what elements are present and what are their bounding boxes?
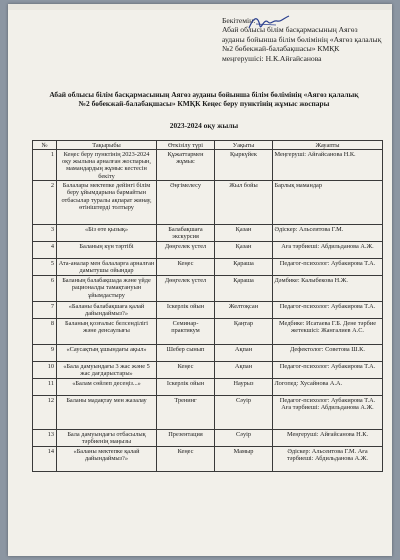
table-header-row xyxy=(33,141,383,150)
row-num: 1 xyxy=(33,150,57,181)
row-responsible: Педагог-психолог: Аубакирова Т.А. Аға тәрбиеші: Абдильданова А.Ж. xyxy=(273,396,383,430)
row-form: Кеңес xyxy=(157,362,215,379)
table-row xyxy=(33,345,383,362)
title-line-2: №2 бөбекжай-балабақшасы» КМҚК Кеңес беру пунктінің жұмыс жоспары xyxy=(78,99,330,109)
title-line-1: Абай облысы білім басқармасының Аягөз ауданы бойынша білім бөлімінің «Аягөз қалалық xyxy=(49,90,359,99)
table-row xyxy=(33,150,383,181)
row-num: 14 xyxy=(33,447,57,472)
table-row xyxy=(33,225,383,242)
row-form: Іскерлік ойын xyxy=(157,379,215,396)
row-responsible: Педагог-психолог: Аубакирова Т.А. xyxy=(273,259,383,276)
row-responsible: Меңгерушi: Айғайсанова Н.К. xyxy=(273,150,383,181)
plan-table xyxy=(32,140,383,472)
row-num: 3 xyxy=(33,225,57,242)
table-row xyxy=(33,430,383,447)
row-topic: «Біз өте қызық» xyxy=(57,225,157,242)
row-form: Дөңгелек үстел xyxy=(157,276,215,302)
row-responsible: Аға тәрбиеші: Абдильданова А.Ж. xyxy=(273,242,383,259)
row-time: Жыл бойы xyxy=(215,181,273,225)
row-num: 10 xyxy=(33,362,57,379)
row-topic: «Балам сөйлеп десеңіз...» xyxy=(57,379,157,396)
row-responsible: Барлық мамандар xyxy=(273,181,383,225)
row-form: Құжаттармен жұмыс xyxy=(157,150,215,181)
header-responsible: Жауапты xyxy=(273,141,383,150)
row-responsible: Дефектолог: Советова Ш.К. xyxy=(273,345,383,362)
table-row xyxy=(33,276,383,302)
row-num: 12 xyxy=(33,396,57,430)
row-time: Ақпан xyxy=(215,345,273,362)
row-time: Қазан xyxy=(215,225,273,242)
row-form: Балабақшаға экскурсия xyxy=(157,225,215,242)
row-time: Қараша xyxy=(215,259,273,276)
row-num: 13 xyxy=(33,430,57,447)
table-row xyxy=(33,447,383,472)
row-topic: Баланың қозғалыс белсенділігі және денсаулығы xyxy=(57,319,157,345)
row-time: Сәуір xyxy=(215,396,273,430)
row-topic: Ата-аналар мен балаларға арналған дамытушы ойындар xyxy=(57,259,157,276)
table-row xyxy=(33,396,383,430)
row-num: 4 xyxy=(33,242,57,259)
row-topic: Кеңес беру пунктінің 2023-2024 оқу жылына арналған жоспарын, мамандардың жұмыс кестесін бекіту xyxy=(57,150,157,181)
row-time: Қазан xyxy=(215,242,273,259)
row-num: 2 xyxy=(33,181,57,225)
academic-year: 2023-2024 оқу жылы xyxy=(169,121,239,130)
row-form: Семинар-практикум xyxy=(157,319,215,345)
row-num: 5 xyxy=(33,259,57,276)
row-num: 6 xyxy=(33,276,57,302)
table-row xyxy=(33,362,383,379)
table-row xyxy=(33,242,383,259)
table-row xyxy=(33,379,383,396)
approval-line-2: Абай облысы білім басқармасының Аягөз xyxy=(222,25,358,35)
row-responsible: Меңгерушi: Айғайсанова Н.К. xyxy=(273,430,383,447)
row-form: Тренинг xyxy=(157,396,215,430)
row-responsible: Педагог-психолог: Аубакирова Т.А. xyxy=(273,362,383,379)
row-num: 8 xyxy=(33,319,57,345)
row-topic: «Саусақтың ұшындағы ақыл» xyxy=(57,345,157,362)
row-time: Желтоқсан xyxy=(215,302,273,319)
row-form: Дөңгелек үстел xyxy=(157,242,215,259)
document-title xyxy=(24,90,384,108)
row-form: Презентация xyxy=(157,430,215,447)
header-time: Уақыты xyxy=(215,141,273,150)
approval-line-4: №2 бөбекжай-балабақшасы» КМҚК xyxy=(222,44,340,54)
approval-line-5: меңгерушісі: Н.К.Айғайсанова xyxy=(222,53,322,63)
row-form: Әңгімелесу xyxy=(157,181,215,225)
row-topic: Балалары мектепке дейінгі білім беру ұйымдарына бармайтын отбасылар туралы ақпарат жинау, өтініштерді толтыру xyxy=(57,181,157,225)
table-row xyxy=(33,181,383,225)
row-num: 7 xyxy=(33,302,57,319)
row-form: Кеңес xyxy=(157,447,215,472)
row-topic: Баланың балабақшада және үйде рационалды тамақтануын ұйымдастыру xyxy=(57,276,157,302)
row-responsible: Педагог-психолог: Аубакирова Т.А. xyxy=(273,302,383,319)
row-responsible: Дәмбике: Калыбекова Н.Ж. xyxy=(273,276,383,302)
row-form: Шебер сынып xyxy=(157,345,215,362)
row-responsible: Логопед: Хусайнова А.А. xyxy=(273,379,383,396)
header-topic: Тақырыбы xyxy=(57,141,157,150)
row-topic: «Баланы балабақшаға қалай дайындаймыз?» xyxy=(57,302,157,319)
row-form: Іскерлік ойын xyxy=(157,302,215,319)
row-responsible: Әдіскер: Альсеитова Г.М. Аға тәрбиеші: Абдильданова А.Ж. xyxy=(273,447,383,472)
row-time: Қыркүйек xyxy=(215,150,273,181)
header-form: Өткізілу түрі xyxy=(157,141,215,150)
row-time: Наурыз xyxy=(215,379,273,396)
row-topic: Баланы мадақтау мен жазалау xyxy=(57,396,157,430)
document-page xyxy=(8,4,392,556)
row-topic: Бала дамуындағы отбасылық тәрбиенің маңызы xyxy=(57,430,157,447)
row-time: Ақпан xyxy=(215,362,273,379)
table-row xyxy=(33,319,383,345)
signature-icon xyxy=(246,12,292,34)
row-topic: «Баланы мектепке қалай дайындаймыз?» xyxy=(57,447,157,472)
row-topic: «Бала дамуындағы 3 жас және 5 жас дағдарыстары» xyxy=(57,362,157,379)
row-responsible: Әдіскер: Альсеитова Г.М. xyxy=(273,225,383,242)
row-time: Қараша xyxy=(215,276,273,302)
page-top-edge xyxy=(8,4,392,10)
row-time: Қаңтар xyxy=(215,319,273,345)
approval-line-3: ауданы бойынша білім бөлімінің «Аягөз қалалық xyxy=(222,34,382,44)
approval-line-1: Бекітемін: xyxy=(222,16,256,25)
row-time: Мамыр xyxy=(215,447,273,472)
row-time: Сәуір xyxy=(215,430,273,447)
header-num: № xyxy=(33,141,57,150)
row-num: 11 xyxy=(33,379,57,396)
row-form: Кеңес xyxy=(157,259,215,276)
table-row xyxy=(33,302,383,319)
row-num: 9 xyxy=(33,345,57,362)
row-responsible: Медбике: Исатаева Г.Б. Дене тәрбие жетекшісі: Жангалиев А.С. xyxy=(273,319,383,345)
table-row xyxy=(33,259,383,276)
row-topic: Баланың күн тәртібі xyxy=(57,242,157,259)
